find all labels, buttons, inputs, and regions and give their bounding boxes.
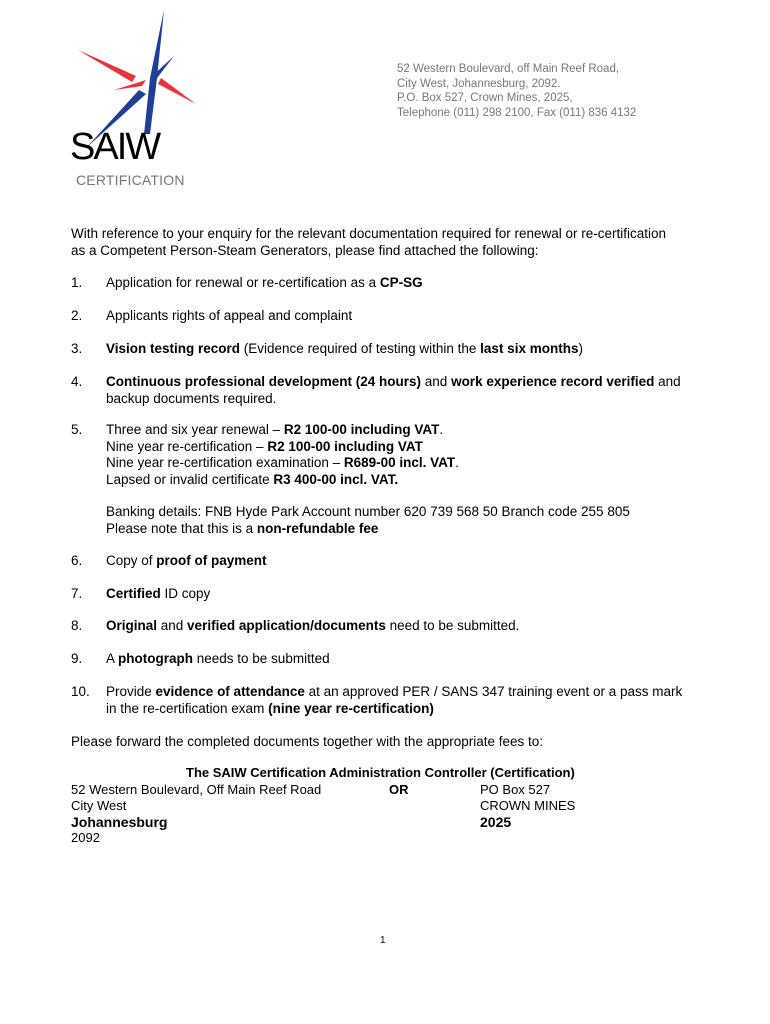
item-number: 8. (71, 618, 83, 633)
item-number: 5. (71, 422, 83, 437)
logo-wordmark: SAIW (70, 126, 160, 168)
item-text: Copy of proof of payment (106, 553, 267, 568)
intro-line: as a Competent Person-Steam Generators, please find attached the following: (71, 243, 539, 258)
item-text: Applicants rights of appeal and complaint (106, 308, 353, 323)
item-number: 4. (71, 374, 83, 389)
item-text: Vision testing record (Evidence required of testing within the last six months) (106, 341, 583, 356)
address-line: 52 Western Boulevard, off Main Reef Road, (397, 63, 620, 75)
page-number: 1 (380, 935, 386, 946)
header-address (397, 62, 636, 120)
logo-subtitle: CERTIFICATION (76, 172, 185, 188)
item-text: A photograph needs to be submitted (106, 651, 330, 666)
item-text: Application for renewal or re-certification as a CP-SG (106, 275, 423, 290)
controller-heading: The SAIW Certification Administration Controller (Certification) (186, 765, 575, 780)
address-line: Telephone (011) 298 2100, Fax (011) 836 4132 (397, 106, 637, 119)
item-text: Original and verified application/documents need to be submitted. (106, 618, 520, 633)
item-number: 9. (71, 651, 83, 666)
address-line: P.O. Box 527, Crown Mines, 2025, (397, 92, 573, 104)
item-number: 2. (71, 308, 83, 323)
item-text: Continuous professional development (24 hours) and work experience record verified and backup documents required. (106, 374, 681, 406)
banking-details: Banking details: FNB Hyde Park Account number 620 739 568 50 Branch code 255 805 (106, 504, 630, 519)
physical-address: 52 Western Boulevard, Off Main Reef Road City West Johannesburg 2092 (71, 782, 322, 845)
item-number: 7. (71, 586, 83, 601)
item-number: 10. (71, 684, 90, 699)
item-number: 1. (71, 275, 83, 290)
intro-line: With reference to your enquiry for the relevant documentation required for renewal or re-certification (71, 226, 667, 241)
postal-address: PO Box 527 CROWN MINES 2025 (480, 782, 576, 830)
intro-paragraph (71, 225, 711, 259)
forward-instruction: Please forward the completed documents together with the appropriate fees to: (71, 734, 544, 749)
item-text: Provide evidence of attendance at an approved PER / SANS 347 training event or a pass mark in the re-certification exam (nine year re-certification) (106, 684, 683, 716)
item-number: 6. (71, 553, 83, 568)
or-separator: OR (389, 782, 409, 797)
address-line: City West, Johannesburg, 2092. (397, 77, 561, 90)
item-text: Three and six year renewal – R2 100-00 including VAT. Nine year re-certification – R2 100-00 including VAT Nine year re-certification examination – R689-00 incl. VAT. Lapsed or invalid certificate R3 400-00 incl. VAT. Banking details: FNB Hyde Park Account number 620 739 568 50 Branch code 255 805 Please note that this is a non-refundable fee (106, 422, 721, 537)
item-number: 3. (71, 341, 83, 356)
item-text: Certified ID copy (106, 586, 211, 601)
